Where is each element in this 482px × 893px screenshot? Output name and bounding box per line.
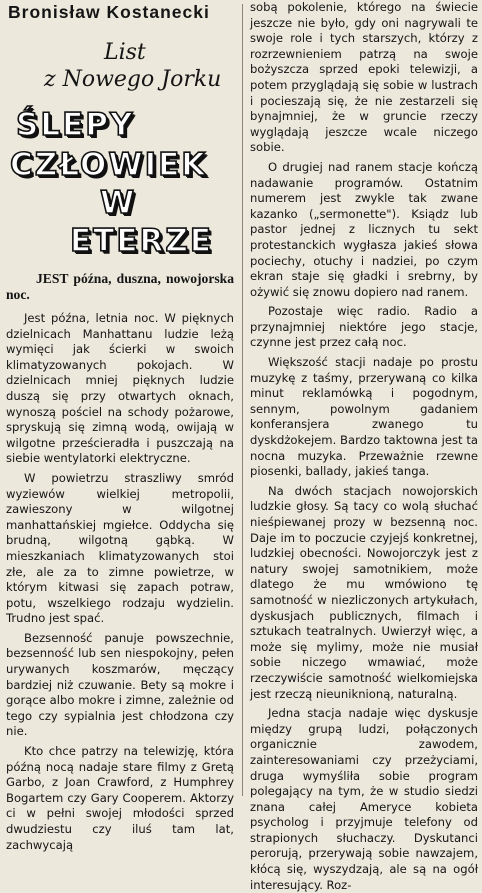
- body-paragraph: Kto chce patrzy na telewizję, która późną nocą nadaje stare filmy z Gretą Garbo, z Joan Crawford, z Humphrey Bogartem czy Gary Cooperem. Aktorzy ci w pełni swojej młodości sprzed dwudziestu czy iluś tam lat, zachwycają: [6, 744, 234, 852]
- subtitle-new-york: z Nowego Jorku: [44, 67, 222, 92]
- body-paragraph: Większość stacji nadaje po prostu muzykę z taśmy, przerywaną co kilka minut reklamówką i pogodnym, sennym, powolnym gadaniem konferansjera zwanego tu dyskdżokejem. Bardzo taktowna jest ta nocna muzyka. Przeważnie rzewne piosenki, ballady, jakieś tanga.: [250, 355, 478, 479]
- body-paragraph: Pozostaje więc radio. Radio a przynajmniej niektóre jego stacje, czynne jest przez całą noc.: [250, 304, 478, 350]
- body-paragraph: O drugiej nad ranem stacje kończą nadawanie programów. Ostatnim numerem jest zwykle tak zwane kazanko („sermonette"). Ksiądz lub pastor jednej z licznych tu sekt protestanckich wygłasza jakieś słowa pociechy, otuchy i nadziei, po czym ekran staje się gładki i srebrny, by ożywić się znowu dopiero nad ranem.: [250, 159, 478, 299]
- headline-line-3: W: [100, 185, 137, 221]
- lead-paragraph: JEST późna, duszna, nowojorska noc.: [6, 271, 234, 302]
- article-headline: [6, 107, 232, 263]
- headline-line-2: CZŁOWIEK: [10, 147, 208, 183]
- headline-line-4: ETERZE: [70, 223, 214, 259]
- subtitle-list: List: [104, 40, 146, 65]
- left-column: [6, 0, 234, 852]
- headline-line-1: ŚLEPY: [16, 107, 135, 143]
- body-paragraph: sobą pokolenie, którego na świecie jeszcze nie było, gdy oni nagrywali te swoje role i tych starszych, którzy z rozrzewnieniem patrzą na swoje bożyszcza sprzed epoki telewizji, a potem przyglądają się sobie w lustrach i pocieszają się, że nie zestarzeli się bynajmniej, że w gruncie rzeczy wyglądają jeszcze wcale niczego sobie.: [250, 0, 478, 155]
- column-divider: [242, 4, 243, 796]
- author-name: Bronisław Kostanecki: [8, 2, 210, 22]
- body-paragraph: Jedna stacja nadaje więc dyskusje między grupą ludzi, połączonych organicznie zawodem, zainteresowaniami czy przeżyciami, druga wymyśliła sobie program polegający na tym, że w studio siedzi znana całej Ameryce kobieta psycholog i przyjmuje telefony od strapionych słuchaczy. Dyskutanci perorują, przerywają sobie nawzajem, kłócą się, wyszydzają, ale są na ogół interesujący. Roz-: [250, 706, 478, 892]
- body-paragraph: Na dwóch stacjach nowojorskich ludzkie głosy. Są tacy co wolą słuchać nieśpiewanej prozy w bezsenną noc. Daje im to poczucie czyjejś konkretnej, ludzkiej obecności. Nowojorczyk jest z natury swojej samotnikiem, może dlatego że mu wmówiono tę samotność w niezliczonych artykułach, dyskusjach publicznych, filmach i sztukach teatralnych. Uwierzył więc, a może się mylimy, może nie musiał sobie niczego wmawiać, może rzeczywiście samotność wielkomiejska jest rzeczą nieuniknioną, naturalną.: [250, 483, 478, 701]
- body-paragraph: Bezsenność panuje powszechnie, bezsenność lub sen niespokojny, pełen urywanych koszmarów, męczący bardziej niż czuwanie. Bety są mokre i gorące albo mokre i zimne, zależnie od tego czy sypialnia jest chłodzona czy nie.: [6, 630, 234, 739]
- body-paragraph: Jest późna, letnia noc. W pięknych dzielnicach Manhattanu ludzie leżą wymięci jak ścierki w swoich klimatyzowanych pokojach. W dzielnicach mniej pięknych ludzie duszą się przy otwartych oknach, wynoszą pościel na schody pożarowe, spryskują się zimną wodą, owijają w wilgotne prześcieradła i puszczają na siebie wentylatorki elektryczne.: [6, 311, 234, 466]
- right-column: [250, 0, 478, 892]
- body-paragraph: W powietrzu straszliwy smród wyziewów wielkiej metropolii, zawieszony w wilgotnej manhattańskiej mgiełce. Oddycha się brudną, wilgotną gąbką. W mieszkaniach klimatyzowanych stoi złe, ale za to zimne powietrze, w którym kitwasi się zapach potraw, potu, wszelkiego rodzaju wydzielin. Trudno jest spać.: [6, 470, 234, 626]
